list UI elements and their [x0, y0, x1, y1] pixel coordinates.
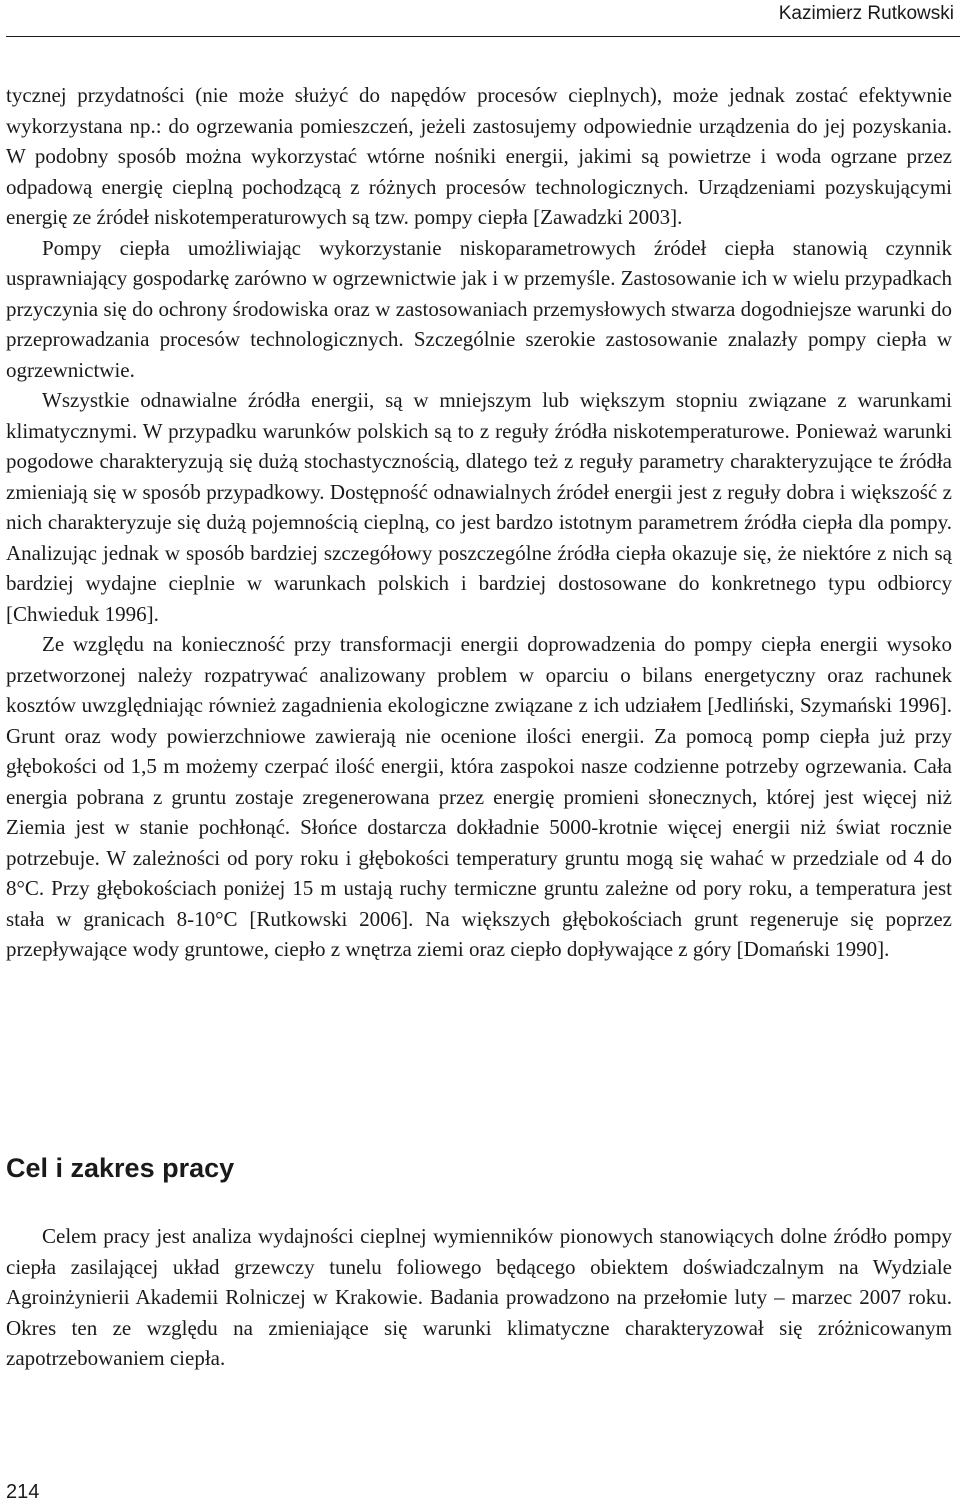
page-number: 214 [6, 1481, 40, 1503]
paragraph-aim-of-work: Celem pracy jest analiza wydajności cieplnej wymienników pionowych stanowiących dolne źródło pompy ciepła zasilającej układ grzewczy tunelu foliowego będącego obiektem doświadczalnym na Wydziale Agroinżynierii Akademii Rolniczej w Krakowie. Badania prowadzono na przełomie luty – marzec 2007 roku. Okres ten ze względu na zmieniające się warunki klimatyczne charakteryzował się zróżnicowanym zapotrzebowaniem ciepła. [6, 1224, 952, 1370]
header-divider [6, 36, 960, 37]
running-head-author: Kazimierz Rutkowski [778, 3, 954, 24]
section-text [6, 1221, 952, 1374]
paragraph-heat-pumps: Pompy ciepła umożliwiając wykorzystanie niskoparametrowych źródeł ciepła stanowią czynnik usprawniający gospodarkę zarówno w ogrzewnictwie jak i w przemyśle. Zastosowanie ich w wielu przypadkach przyczynia się do ochrony środowiska oraz w zastosowaniach przemysłowych stwarza dogodniejsze warunki do przeprowadzania procesów technologicznych. Szczególnie szerokie zastosowanie znalazły pompy ciepła w ogrzewnictwie. [6, 235, 952, 382]
body-text [6, 80, 952, 965]
paragraph-renewable-sources: Wszystkie odnawialne źródła energii, są w mniejszym lub większym stopniu związane z warunkami klimatycznymi. W przypadku warunków polskich są to z reguły źródła niskotemperaturowe. Ponieważ warunki pogodowe charakteryzują się dużą stochastycznością, dlatego też z reguły parametry charakteryzujące te źródła zmieniają się w sposób przypadkowy. Dostępność odnawialnych źródeł energii jest z reguły dobra i większość z nich charakteryzuje się dużą pojemnością cieplną, co jest bardzo istotnym parametrem źródła ciepła dla pompy. Analizując jednak w sposób bardziej szczegółowy poszczególne źródła ciepła okazuje się, że niektóre z nich są bardziej wydajne cieplnie w warunkach polskich i bardziej dostosowane do konkretnego typu odbiorcy [Chwieduk 1996]. [6, 388, 952, 626]
paragraph-ground-energy: Ze względu na konieczność przy transformacji energii doprowadzenia do pompy ciepła energii wysoko przetworzonej należy rozpatrywać analizowany problem w oparciu o bilans energetyczny oraz rachunek kosztów uwzględniając również zagadnienia ekologiczne związane z ich udziałem [Jedliński, Szymański 1996]. Grunt oraz wody powierzchniowe zawierają nie ocenione ilości energii. Za pomocą pomp ciepła już przy głębokości od 1,5 m możemy czerpać ilość energii, która zaspokoi nasze codzienne potrzeby ogrzewania. Cała energia pobrana z gruntu zostaje zregenerowana przez energię promieni słonecznych, której jest więcej niż Ziemia jest w stanie pochłonąć. Słońce dostarcza dokładnie 5000-krotnie więcej energii niż świat rocznie potrzebuje. W zależności od pory roku i głębokości temperatury gruntu mogą się wahać w przedziale od 4 do 8°C. Przy głębokościach poniżej 15 m ustają ruchy termiczne gruntu zależne od pory roku, a temperatura jest stała w granicach 8-10°C [Rutkowski 2006]. Na większych głębokościach grunt regeneruje się poprzez przepływające wody gruntowe, ciepło z wnętrza ziemi oraz ciepło dopływające z góry [Domański 1990]. [6, 632, 952, 961]
paragraph-continued: tycznej przydatności (nie może służyć do napędów procesów cieplnych), może jednak zostać efektywnie wykorzystana np.: do ogrzewania pomieszczeń, jeżeli zastosujemy odpowiednie urządzenia do jej pozyskania. W podobny sposób można wykorzystać wtórne nośniki energii, jakimi są powietrze i woda ogrzane przez odpadową energię cieplną pochodzącą z różnych procesów technologicznych. Urządzeniami pozyskującymi energię ze źródeł niskotemperaturowych są tzw. pompy ciepła [Zawadzki 2003]. [6, 83, 952, 229]
section-heading: Cel i zakres pracy [6, 1153, 235, 1183]
